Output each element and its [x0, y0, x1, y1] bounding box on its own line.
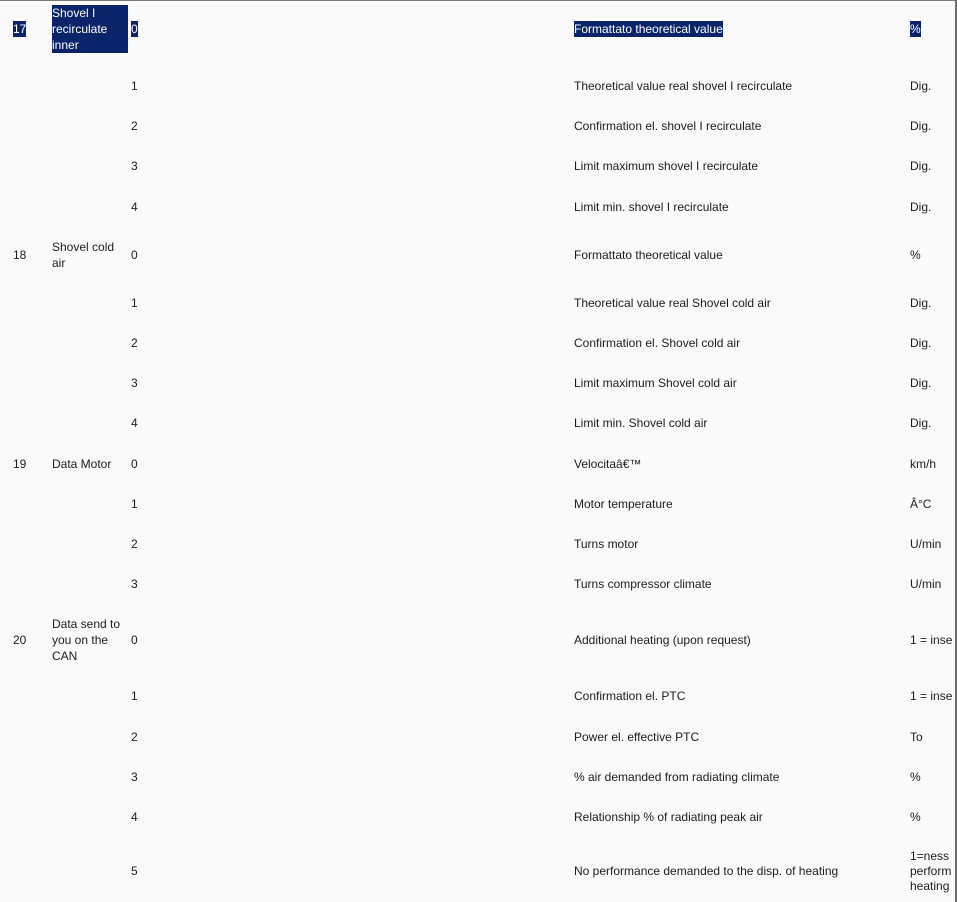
sub-index: 3 [131, 158, 138, 173]
table-row [0, 374, 955, 391]
table-row [0, 847, 955, 895]
unit: 1 = inse [910, 633, 953, 647]
table-row [0, 157, 955, 174]
description: Additional heating (upon request) [574, 633, 751, 647]
unit: Dig. [910, 295, 932, 310]
sub-index: 3 [131, 576, 138, 591]
unit: Dig. [910, 199, 932, 214]
description: Velocitaâ€™ [574, 456, 642, 471]
sub-index: 4 [131, 415, 138, 430]
table-row [0, 455, 955, 472]
table-row [0, 535, 955, 552]
table-row [0, 615, 955, 665]
sub-index: 3 [131, 375, 138, 390]
parameter-group-name: Data Motor [52, 456, 112, 471]
description: Turns motor [574, 536, 639, 551]
table-row [0, 575, 955, 592]
unit: % [910, 809, 921, 824]
description: Formattato theoretical value [574, 22, 723, 36]
unit: Â°C [910, 496, 932, 511]
unit: Dig. [910, 375, 932, 390]
sub-index: 2 [131, 729, 138, 744]
table-row [0, 334, 955, 351]
description: % air demanded from radiating climate [574, 769, 780, 784]
table-row [0, 294, 955, 311]
sub-index: 4 [131, 199, 138, 214]
parameter-group-name: Shovel I recirculate inner [52, 5, 128, 53]
row-number: 20 [13, 633, 27, 647]
description: Theoretical value real Shovel cold air [574, 295, 771, 310]
row-number: 19 [13, 456, 27, 471]
parameter-group-name: Data send to you on the CAN [52, 617, 121, 663]
unit: km/h [910, 456, 937, 471]
unit-line: 1=ness [910, 848, 950, 863]
description: No performance demanded to the disp. of heating [574, 864, 839, 878]
description: Turns compressor climate [574, 576, 712, 591]
description: Confirmation el. Shovel cold air [574, 335, 741, 350]
unit: U/min [910, 536, 942, 551]
table-row [0, 728, 955, 745]
table-row [0, 808, 955, 825]
description: Motor temperature [574, 496, 673, 511]
sub-index: 1 [131, 688, 138, 703]
unit-line: heating [910, 878, 950, 893]
description: Confirmation el. shovel I recirculate [574, 118, 762, 133]
description: Relationship % of radiating peak air [574, 809, 763, 824]
sub-index: 2 [131, 335, 138, 350]
unit: Dig. [910, 118, 932, 133]
description: Confirmation el. PTC [574, 688, 686, 703]
description: Limit maximum shovel I recirculate [574, 158, 759, 173]
table-row [0, 687, 955, 704]
unit: Dig. [910, 415, 932, 430]
sub-index: 3 [131, 769, 138, 784]
sub-index: 5 [131, 864, 138, 878]
sub-index: 2 [131, 118, 138, 133]
unit: To [910, 729, 923, 744]
table-row [0, 117, 955, 134]
sub-index: 1 [131, 496, 138, 511]
sub-index: 0 [131, 633, 138, 647]
table-row [0, 768, 955, 785]
parameter-group-name: Shovel cold air [52, 240, 115, 270]
unit: 1 = inse [910, 688, 953, 703]
table-row [0, 198, 955, 215]
table-row [0, 495, 955, 512]
sub-index: 0 [131, 456, 138, 471]
description: Power el. effective PTC [574, 729, 700, 744]
sub-index: 2 [131, 536, 138, 551]
unit: % [910, 22, 921, 36]
sub-index: 1 [131, 78, 138, 93]
sub-index: 0 [131, 248, 138, 262]
unit-line: perform [910, 863, 952, 878]
row-number: 18 [13, 248, 27, 262]
unit: Dig. [910, 158, 932, 173]
description: Limit min. shovel I recirculate [574, 199, 729, 214]
table-row [0, 414, 955, 431]
unit: Dig. [910, 335, 932, 350]
unit [910, 847, 955, 895]
description: Limit min. Shovel cold air [574, 415, 708, 430]
table-row [0, 4, 955, 54]
description: Formattato theoretical value [574, 248, 723, 262]
unit: % [910, 769, 921, 784]
description: Limit maximum Shovel cold air [574, 375, 737, 390]
unit: Dig. [910, 78, 932, 93]
description: Theoretical value real shovel I recirculate [574, 78, 793, 93]
table-row [0, 77, 955, 94]
unit: U/min [910, 576, 942, 591]
sub-index: 4 [131, 809, 138, 824]
sub-index: 1 [131, 295, 138, 310]
sub-index: 0 [131, 22, 138, 36]
unit: % [910, 248, 921, 262]
row-number: 17 [13, 22, 27, 36]
table-row [0, 238, 955, 272]
